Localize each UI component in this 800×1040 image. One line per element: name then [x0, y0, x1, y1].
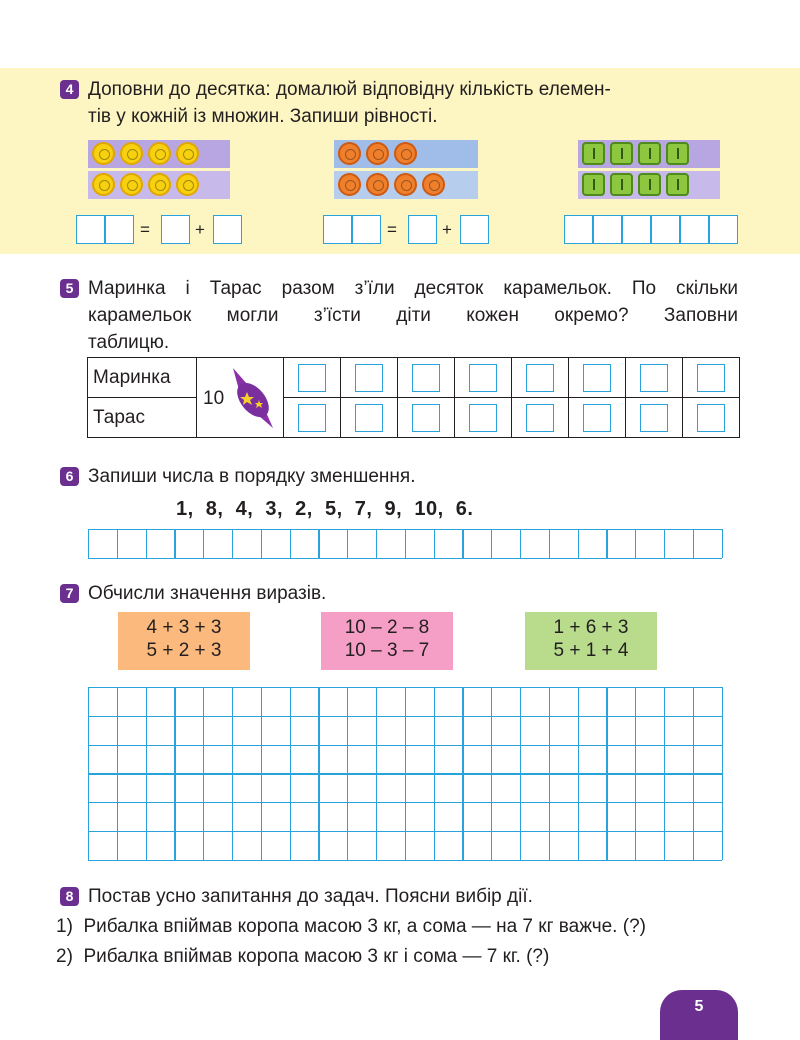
yellow-button-icon — [176, 142, 199, 165]
expression-group-orange — [118, 612, 250, 670]
orange-button-icon — [394, 142, 417, 165]
task8-item-1: 1) Рибалка впіймав коропа масою 3 кг, а сома — на 7 кг важче. (?) — [56, 916, 646, 937]
yellow-button-icon — [92, 173, 115, 196]
table-cell[interactable] — [683, 358, 740, 398]
expression: 1 + 6 + 3 — [553, 617, 629, 638]
table-cell[interactable] — [512, 398, 569, 438]
grid-line — [146, 529, 147, 558]
answer-box[interactable] — [355, 404, 383, 432]
equals-sign: = — [140, 220, 150, 239]
answer-box[interactable] — [526, 364, 554, 392]
answer-box[interactable] — [412, 364, 440, 392]
grid-line — [88, 773, 722, 774]
grid-line — [203, 529, 204, 558]
table-cell[interactable] — [512, 358, 569, 398]
table-cell[interactable] — [398, 358, 455, 398]
grid-line — [88, 860, 722, 861]
numbers-to-sort: 1, 8, 4, 3, 2, 5, 7, 9, 10, 6. — [176, 498, 474, 520]
expression-group-green — [525, 612, 657, 670]
orange-button-icon — [338, 173, 361, 196]
expression: 10 – 3 – 7 — [344, 640, 430, 661]
table-cell[interactable] — [284, 358, 341, 398]
orange-buttons-set — [334, 138, 478, 202]
grid-line — [606, 529, 607, 558]
answer-box[interactable] — [697, 404, 725, 432]
grid-line — [376, 529, 377, 558]
grid-line — [664, 529, 665, 558]
grid-line — [261, 529, 262, 558]
expression: 10 – 2 – 8 — [344, 617, 430, 638]
answer-box[interactable] — [640, 364, 668, 392]
answer-box[interactable] — [105, 215, 134, 244]
grid-line — [88, 745, 722, 746]
grid-line — [88, 802, 722, 803]
candy-table — [87, 357, 740, 438]
table-cell[interactable] — [455, 398, 512, 438]
table-cell[interactable] — [341, 398, 398, 438]
grid-line — [88, 716, 722, 717]
yellow-button-icon — [176, 173, 199, 196]
grid-line — [635, 529, 636, 558]
orange-button-icon — [394, 173, 417, 196]
answer-box[interactable] — [355, 364, 383, 392]
answer-box[interactable] — [709, 215, 738, 244]
task5-text-line1: Маринка і Тарас разом з’їли десяток карамельок. По скільки — [88, 278, 738, 299]
grid-line — [174, 529, 175, 558]
task5-text-line2: карамельок могли з’їсти діти кожен окремо? Заповни — [88, 305, 738, 326]
table-cell[interactable] — [284, 398, 341, 438]
answer-box[interactable] — [593, 215, 622, 244]
table-cell[interactable] — [626, 358, 683, 398]
table-cell[interactable] — [341, 358, 398, 398]
answer-box[interactable] — [469, 404, 497, 432]
grid-line — [88, 529, 722, 530]
answer-box[interactable] — [76, 215, 105, 244]
plus-sign: + — [195, 220, 205, 239]
answer-box[interactable] — [412, 404, 440, 432]
grid-line — [405, 529, 406, 558]
task7-text: Обчисли значення виразів. — [88, 583, 327, 604]
yellow-button-icon — [148, 142, 171, 165]
green-square-button-icon — [666, 142, 689, 165]
table-cell[interactable] — [626, 398, 683, 438]
task4-number-badge: 4 — [60, 80, 79, 99]
answer-box[interactable] — [680, 215, 709, 244]
task5-text-line3: таблицю. — [88, 332, 170, 353]
yellow-button-icon — [148, 173, 171, 196]
task8-number-badge: 8 — [60, 887, 79, 906]
task4-text-line1: Доповни до десятка: домалюй відповідну кількість елемен- — [88, 79, 611, 100]
task5-number-badge: 5 — [60, 279, 79, 298]
table-cell[interactable] — [569, 358, 626, 398]
orange-button-icon — [338, 142, 361, 165]
green-square-button-icon — [582, 142, 605, 165]
row-label-marynka: Маринка — [88, 358, 197, 398]
green-buttons-set — [578, 138, 720, 202]
yellow-button-icon — [120, 173, 143, 196]
grid-line — [722, 529, 723, 558]
candy-icon — [225, 364, 281, 432]
task4-text-line2: тів у кожній із множин. Запиши рівності. — [88, 106, 438, 127]
answer-box[interactable] — [408, 215, 437, 244]
grid-line — [88, 687, 722, 688]
grid-line — [318, 529, 319, 558]
equals-sign: = — [387, 220, 397, 239]
task8-item-2: 2) Рибалка впіймав коропа масою 3 кг і сома — 7 кг. (?) — [56, 946, 550, 967]
grid-line — [347, 529, 348, 558]
grid-line — [722, 687, 723, 860]
total-value: 10 — [203, 388, 225, 409]
answer-box[interactable] — [161, 215, 190, 244]
yellow-buttons-set — [88, 138, 230, 202]
answer-box[interactable] — [469, 364, 497, 392]
answer-box[interactable] — [640, 404, 668, 432]
answer-box[interactable] — [213, 215, 242, 244]
table-cell[interactable] — [569, 398, 626, 438]
table-cell[interactable] — [398, 398, 455, 438]
grid-line — [549, 529, 550, 558]
green-square-button-icon — [610, 142, 633, 165]
grid-line — [232, 529, 233, 558]
expression-group-pink — [321, 612, 453, 670]
task8-text: Постав усно запитання до задач. Поясни вибір дії. — [88, 886, 533, 907]
answer-box[interactable] — [352, 215, 381, 244]
grid-line — [462, 529, 463, 558]
answer-box[interactable] — [697, 364, 725, 392]
yellow-button-icon — [92, 142, 115, 165]
green-square-button-icon — [638, 142, 661, 165]
table-cell[interactable] — [683, 398, 740, 438]
answer-box[interactable] — [323, 215, 352, 244]
grid-line — [88, 529, 89, 558]
grid-line — [117, 529, 118, 558]
yellow-button-icon — [120, 142, 143, 165]
grid-line — [434, 529, 435, 558]
grid-line — [693, 529, 694, 558]
answer-box[interactable] — [583, 404, 611, 432]
plus-sign: + — [442, 220, 452, 239]
page-number: 5 — [660, 990, 738, 1040]
answer-box[interactable] — [651, 215, 680, 244]
expression: 5 + 2 + 3 — [146, 640, 222, 661]
task7-number-badge: 7 — [60, 584, 79, 603]
grid-line — [290, 529, 291, 558]
green-square-button-icon — [638, 173, 661, 196]
total-cell — [197, 358, 284, 438]
task6-number-badge: 6 — [60, 467, 79, 486]
grid-line — [88, 831, 722, 832]
green-square-button-icon — [610, 173, 633, 196]
grid-line — [88, 558, 722, 559]
answer-box[interactable] — [583, 364, 611, 392]
answer-box[interactable] — [526, 404, 554, 432]
orange-button-icon — [366, 173, 389, 196]
grid-line — [491, 529, 492, 558]
green-square-button-icon — [666, 173, 689, 196]
expression: 5 + 1 + 4 — [553, 640, 629, 661]
answer-box[interactable] — [298, 364, 326, 392]
answer-box[interactable] — [622, 215, 651, 244]
answer-box[interactable] — [298, 404, 326, 432]
table-cell[interactable] — [455, 358, 512, 398]
answer-box[interactable] — [460, 215, 489, 244]
expression: 4 + 3 + 3 — [146, 617, 222, 638]
answer-box[interactable] — [564, 215, 593, 244]
orange-button-icon — [366, 142, 389, 165]
grid-line — [520, 529, 521, 558]
orange-button-icon — [422, 173, 445, 196]
task6-text: Запиши числа в порядку зменшення. — [88, 466, 416, 487]
row-label-taras: Тарас — [88, 398, 197, 438]
green-square-button-icon — [582, 173, 605, 196]
grid-line — [578, 529, 579, 558]
